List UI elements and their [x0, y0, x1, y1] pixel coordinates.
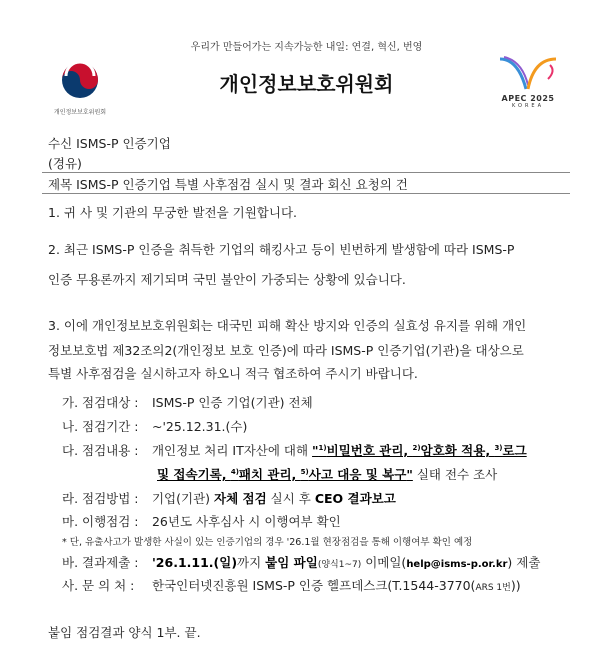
paragraph-3-cont: 정보보호법 제32조의2(개인정보 보호 인증)에 따라 ISMS-P 인증기업(기관)을 대상으로 — [48, 343, 524, 358]
item-period: 나. 점검기간 : ~'25.12.31.(수) — [62, 419, 248, 434]
paragraph-2: 2. 최근 ISMS-P 인증을 취득한 기업의 해킹사고 등이 빈번하게 발생함에 따라 ISMS-P — [48, 242, 515, 257]
note: * 단, 유출사고가 발생한 사실이 있는 인증기업의 경우 '26.1월 현장점검을 통해 이행여부 확인 예정 — [62, 537, 473, 548]
recipient: 수신 ISMS-P 인증기업 — [48, 136, 171, 151]
item-content-cont: 및 접속기록, $^{4)}$패치 관리, $^{5)}$사고 대응 및 복구" 실태 전수 조사 — [157, 467, 498, 482]
apec-emblem-icon — [498, 55, 558, 91]
paragraph-1: 1. 귀 사 및 기관의 무궁한 발전을 기원합니다. — [48, 205, 297, 220]
item-target: 가. 점검대상 : ISMS-P 인증 기업(기관) 전체 — [62, 395, 313, 410]
item-content: 다. 점검내용 : 개인정보 처리 IT자산에 대해 "$^{1)}$비밀번호 관리, $^{2)}$암호화 적용, $^{3)}$로그 — [62, 443, 527, 458]
via: (경유) — [48, 156, 82, 171]
attachment: 붙임 점검결과 양식 1부. 끝. — [48, 625, 201, 640]
item-contact: 사. 문 의 처 : 한국인터넷진흥원 ISMS-P 인증 헬프데스크(T.1544-3770(ARS 1번)) — [62, 578, 521, 593]
item-method: 라. 점검방법 : 기업(기관) 자체 점검 실시 후 CEO 결과보고 — [62, 491, 396, 506]
paragraph-3: 3. 이에 개인정보보호위원회는 대국민 피해 확산 방지와 인증의 실효성 유지를 위해 개인 — [48, 318, 527, 333]
subject: 제목 ISMS-P 인증기업 특별 사후점검 실시 및 결과 회신 요청의 건 — [48, 177, 408, 192]
page-title: 개인정보보호위원회 — [219, 72, 394, 96]
paragraph-3-cont2: 특별 사후점검을 실시하고자 하오니 적극 협조하여 주시기 바랍니다. — [48, 366, 418, 381]
paragraph-2-cont: 인증 무용론까지 제기되며 국민 불안이 가중되는 상황에 있습니다. — [48, 272, 406, 287]
divider — [42, 172, 570, 173]
item-followup: 마. 이행점검 : 26년도 사후심사 시 이행여부 확인 — [62, 514, 341, 529]
divider — [42, 193, 570, 194]
apec-logo: APEC 2025 KOREA — [495, 55, 561, 109]
pipc-logo: 개인정보보호위원회 — [40, 58, 120, 116]
email-link[interactable]: help@isms-p.or.kr — [406, 559, 508, 570]
item-submit: 바. 결과제출 : '26.1.11.(일)까지 붙임 파일(양식1~7) 이메일(help@isms-p.or.kr) 제출 — [62, 555, 541, 570]
slogan: 우리가 만들어가는 지속가능한 내일: 연결, 혁신, 번영 — [190, 42, 423, 53]
